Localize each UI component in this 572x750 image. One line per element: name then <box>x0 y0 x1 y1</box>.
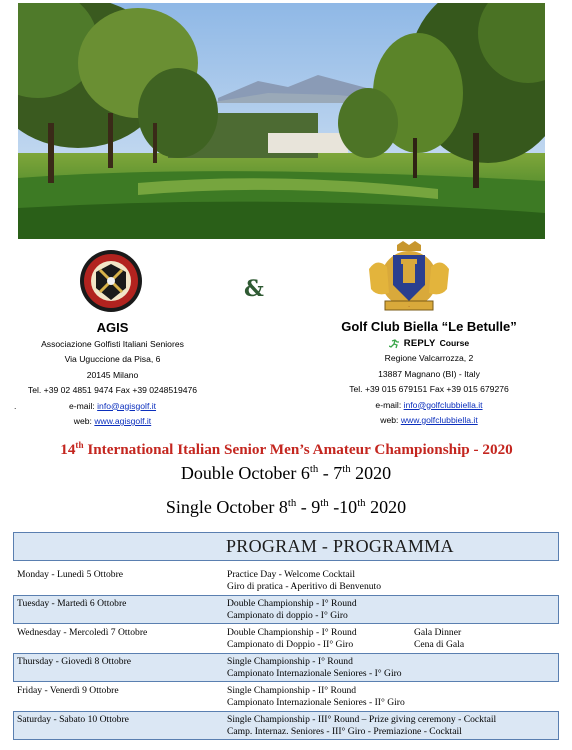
agis-full-name: Associazione Golfisti Italiani Seniores <box>41 339 184 349</box>
program-events <box>227 598 357 623</box>
agis-web-label: web: <box>73 416 92 427</box>
program-event-en: Practice Day - Welcome Cocktail <box>227 569 355 580</box>
program-event-it: Camp. Internaz. Seniores - III° Giro - Premiazione - Cocktail <box>227 726 462 738</box>
program-gala <box>414 627 464 652</box>
single-sup-3: th <box>357 497 366 509</box>
biella-email-link[interactable]: info@golfclubbiella.it <box>403 399 483 410</box>
double-sup-2: th <box>342 463 351 475</box>
single-dates <box>0 497 572 518</box>
ampersand: & <box>244 276 264 302</box>
reply-course-sponsor <box>304 336 554 351</box>
championship-name: International Italian Senior Men’s Amateur Championship - 2020 <box>87 441 513 459</box>
program-header <box>13 532 559 561</box>
program-events <box>227 569 381 594</box>
gala-dinner-en: Gala Dinner <box>414 627 462 638</box>
program-heading: PROGRAM - PROGRAMMA <box>226 536 454 556</box>
program-row <box>13 682 559 711</box>
agis-logo <box>78 248 144 314</box>
biella-web-line <box>304 413 554 428</box>
biella-email-label: e-mail: <box>375 399 402 410</box>
championship-ordinal: 14 <box>60 441 76 459</box>
championship-title <box>14 440 559 459</box>
agis-address: Via Uguccione da Pisa, 6 <box>64 354 161 365</box>
program-day: Friday - Venerdì 9 Ottobre <box>17 685 119 696</box>
program-event-it: Campionato di Doppio - II° Giro <box>227 639 354 651</box>
program-day: Tuesday - Martedì 6 Ottobre <box>17 598 127 609</box>
single-sup-1: th <box>287 497 297 509</box>
double-dates-prefix: Double October 6 <box>180 463 310 483</box>
reply-runner-icon <box>389 339 400 349</box>
single-dates-mid-2: -10 <box>328 497 358 517</box>
program-day: Monday - Lunedì 5 Ottobre <box>17 569 124 580</box>
biella-web-label: web: <box>380 415 399 426</box>
program-day: Thursday - Giovedì 8 Ottobre <box>17 656 132 667</box>
agis-city: 20145 Milano <box>86 369 139 380</box>
biella-contact <box>304 318 554 428</box>
program-row <box>13 711 559 740</box>
program-event-it: Campionato Internazionale Seniores - I° Giro <box>227 668 402 680</box>
golf-course-photo <box>18 3 545 239</box>
double-dates <box>0 463 572 484</box>
biella-email-line <box>304 398 554 413</box>
program-day: Wednesday - Mercoledì 7 Ottobre <box>17 627 148 638</box>
program-day: Saturday - Sabato 10 Ottobre <box>17 714 129 725</box>
agis-contact <box>10 319 215 429</box>
double-dates-mid: - 7 <box>318 463 343 483</box>
program-event-en: Double Championship - I° Round <box>227 598 357 609</box>
program-event-en: Single Championship - III° Round – Prize giving ceremony - Cocktail <box>227 714 497 725</box>
double-sup-1: th <box>309 463 319 475</box>
program-event-it: Campionato di doppio - I° Giro <box>227 610 348 622</box>
reply-course-word: Course <box>439 338 470 348</box>
biella-city: 13887 Magnano (BI) - Italy <box>378 368 480 379</box>
single-sup-2: th <box>320 497 329 509</box>
program-event-en: Single Championship - II° Round <box>227 685 357 696</box>
program-events <box>227 714 496 739</box>
agis-dot: . <box>14 400 17 411</box>
biella-phone: Tel. +39 015 679151 Fax +39 015 679276 <box>349 384 509 395</box>
biella-address: Regione Valcarrozza, 2 <box>384 353 474 364</box>
program-row <box>13 595 559 624</box>
program-event-en: Single Championship - I° Round <box>227 656 353 667</box>
agis-phone: Tel. +39 02 4851 9474 Fax +39 0248519476 <box>27 385 198 396</box>
agis-web-line <box>10 414 215 429</box>
agis-email-link[interactable]: info@agisgolf.it <box>97 400 157 411</box>
championship-ordinal-suffix: th <box>75 440 84 450</box>
program-table <box>13 566 559 740</box>
svg-text:·: · <box>408 304 410 310</box>
reply-brand: REPLY <box>403 338 436 349</box>
gala-dinner-it: Cena di Gala <box>414 639 465 651</box>
single-dates-prefix: Single October 8 <box>165 497 288 517</box>
program-event-it: Campionato Internazionale Seniores - II° Giro <box>227 697 405 709</box>
biella-name: Golf Club Biella “Le Betulle” <box>341 319 517 334</box>
biella-web-link[interactable]: www.golfclubbiella.it <box>400 415 478 426</box>
program-event-it: Giro di pratica - Aperitivo di Benvenuto <box>227 581 381 593</box>
golf-club-biella-crest <box>363 239 455 319</box>
program-row <box>13 624 559 653</box>
program-events <box>227 627 357 652</box>
agis-name: AGIS <box>96 320 129 335</box>
agis-email-label: e-mail: <box>68 400 95 411</box>
agis-email-line <box>10 399 215 414</box>
program-event-en: Double Championship - I° Round <box>227 627 357 638</box>
agis-web-link[interactable]: www.agisgolf.it <box>94 416 152 427</box>
program-events <box>227 685 405 710</box>
program-events <box>227 656 402 681</box>
program-row <box>13 566 559 595</box>
single-dates-mid-1: - 9 <box>296 497 321 517</box>
double-dates-suffix: 2020 <box>350 463 392 483</box>
single-dates-suffix: 2020 <box>365 497 407 517</box>
program-row <box>13 653 559 682</box>
